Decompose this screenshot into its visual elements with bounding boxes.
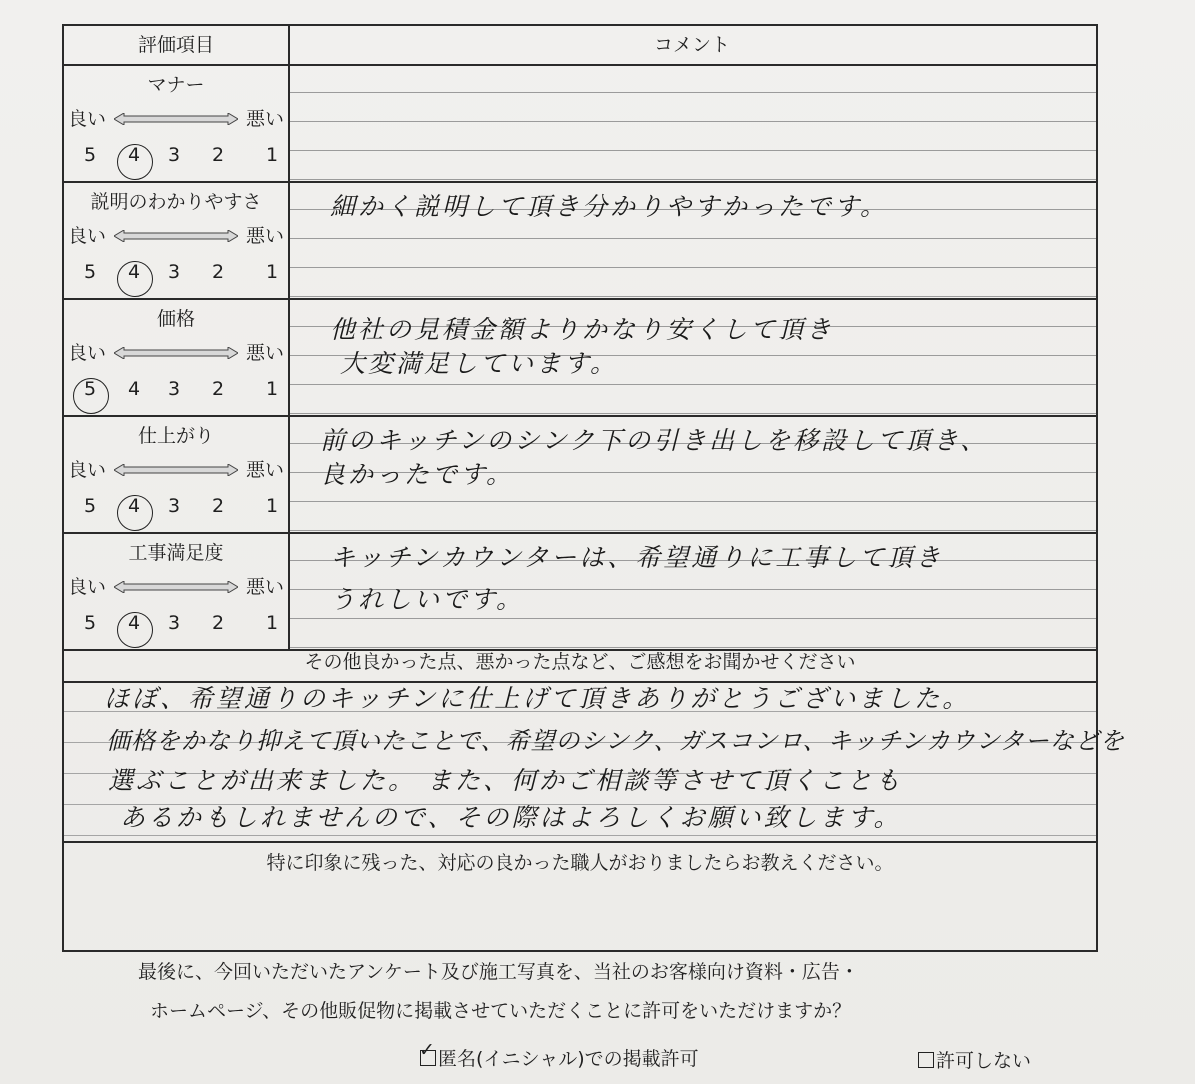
criterion-title: 仕上がり <box>137 425 214 447</box>
evaluation-table <box>62 24 1125 952</box>
rating-cell <box>64 64 290 181</box>
evaluation-row <box>64 64 1096 183</box>
rating-scale-legend <box>68 455 286 483</box>
check-mark-icon: ✓ <box>419 1039 435 1061</box>
evaluation-row <box>64 181 1096 300</box>
rating-option-2[interactable]: 2 <box>212 144 225 166</box>
other-comment-line: 価格をかなり抑えて頂いたことで、希望のシンク、ガスコンロ、キッチンカウンターなどを <box>106 727 1125 755</box>
good-label: 良い <box>68 108 107 130</box>
rating-option-3[interactable]: 3 <box>168 495 181 517</box>
rating-numbers <box>84 378 284 408</box>
rating-numbers <box>84 612 284 642</box>
rating-option-1[interactable]: 1 <box>266 612 279 634</box>
comment-cell <box>290 532 1096 649</box>
rating-option-3[interactable]: 3 <box>168 612 181 634</box>
handwritten-comment: 前のキッチンのシンク下の引き出しを移設して頂き、 <box>320 426 989 455</box>
other-comment-line: 選ぶことが出来ました。 また、何かご相談等させて頂くことも <box>108 766 903 795</box>
double-arrow-icon <box>114 464 238 476</box>
anonymous-permit-option[interactable] <box>419 1039 699 1071</box>
item-column-header: 評価項目 <box>64 26 290 64</box>
rating-scale-legend <box>68 221 286 249</box>
table-header <box>64 26 1096 66</box>
rating-option-2[interactable]: 2 <box>212 261 225 283</box>
footer-question-line2: ホームページ、その他販促物に掲載させていただくことに許可をいただけますか？ <box>150 1000 852 1022</box>
rating-option-5[interactable]: 5 <box>84 261 97 283</box>
rating-option-4[interactable]: 4 <box>128 378 141 400</box>
rating-option-5[interactable]: 5 <box>84 612 97 634</box>
comment-column-header: コメント <box>653 34 730 56</box>
comment-cell <box>290 298 1096 415</box>
handwritten-comment: 大変満足しています。 <box>340 349 619 378</box>
good-label: 良い <box>68 576 107 598</box>
rating-option-2[interactable]: 2 <box>212 495 225 517</box>
rating-option-2[interactable]: 2 <box>212 612 225 634</box>
handwritten-comment: 他社の見積金額よりかなり安くして頂き <box>330 315 835 344</box>
evaluation-row <box>64 415 1096 534</box>
good-label: 良い <box>68 459 107 481</box>
comment-cell <box>290 415 1096 532</box>
rating-option-3[interactable]: 3 <box>168 378 181 400</box>
evaluation-row <box>64 298 1096 417</box>
comment-cell <box>290 64 1096 181</box>
handwritten-comment: 細かく説明して頂き分かりやすかったです。 <box>330 192 889 221</box>
handwritten-comment: 良かったです。 <box>320 460 515 489</box>
bad-label: 悪い <box>245 225 284 247</box>
rating-cell <box>64 181 290 298</box>
rating-option-4[interactable]: 4 <box>128 612 141 634</box>
double-arrow-icon <box>114 581 238 593</box>
double-arrow-icon <box>114 347 238 359</box>
criterion-title: 価格 <box>156 308 195 330</box>
rating-cell <box>64 415 290 532</box>
bad-label: 悪い <box>245 342 284 364</box>
footer-question-line1: 最後に、今回いただいたアンケート及び施工写真を、当社のお客様向け資料・広告・ <box>138 961 859 983</box>
rating-option-4[interactable]: 4 <box>128 495 141 517</box>
rating-option-3[interactable]: 3 <box>168 261 181 283</box>
selected-rating-circle <box>117 495 153 531</box>
selected-rating-circle <box>117 144 153 180</box>
deny-permit-option[interactable] <box>918 1046 1031 1073</box>
double-arrow-icon <box>114 230 238 242</box>
evaluation-row <box>64 532 1096 651</box>
handwritten-comment: キッチンカウンターは、希望通りに工事して頂き <box>330 543 944 572</box>
rating-option-4[interactable]: 4 <box>128 261 141 283</box>
bad-label: 悪い <box>245 108 284 130</box>
comment-cell <box>290 181 1096 298</box>
selected-rating-circle <box>73 378 109 414</box>
bad-label: 悪い <box>245 459 284 481</box>
deny-permit-label: 許可しない <box>936 1050 1032 1072</box>
rating-option-3[interactable]: 3 <box>168 144 181 166</box>
bad-label: 悪い <box>245 576 284 598</box>
handwritten-comment: うれしいです。 <box>330 585 525 614</box>
deny-permit-checkbox[interactable] <box>918 1052 934 1068</box>
selected-rating-circle <box>117 261 153 297</box>
double-arrow-icon <box>114 113 238 125</box>
rating-scale-legend <box>68 572 286 600</box>
good-label: 良い <box>68 342 107 364</box>
rating-option-1[interactable]: 1 <box>266 144 279 166</box>
rating-option-1[interactable]: 1 <box>266 378 279 400</box>
criterion-title: 工事満足度 <box>128 542 224 564</box>
rating-numbers <box>84 144 284 174</box>
good-label: 良い <box>68 225 107 247</box>
rating-numbers <box>84 261 284 291</box>
rating-cell <box>64 298 290 415</box>
rating-scale-legend <box>68 104 286 132</box>
rating-option-5[interactable]: 5 <box>84 495 97 517</box>
other-comments-area <box>64 681 1125 843</box>
anonymous-permit-checkbox[interactable] <box>419 1039 436 1066</box>
rating-numbers <box>84 495 284 525</box>
other-comment-line: あるかもしれませんので、その際はよろしくお願い致します。 <box>120 803 902 832</box>
other-comment-line: ほぼ、希望通りのキッチンに仕上げて頂きありがとうございました。 <box>104 684 971 713</box>
other-comments-heading: その他良かった点、悪かった点など、ご感想をお聞かせください <box>64 643 1096 683</box>
rating-option-5[interactable]: 5 <box>84 378 97 400</box>
rating-option-1[interactable]: 1 <box>266 261 279 283</box>
rating-option-1[interactable]: 1 <box>266 495 279 517</box>
rating-option-2[interactable]: 2 <box>212 378 225 400</box>
rating-option-5[interactable]: 5 <box>84 144 97 166</box>
criterion-title: 説明のわかりやすさ <box>90 191 262 213</box>
rating-scale-legend <box>68 338 286 366</box>
rating-option-4[interactable]: 4 <box>128 144 141 166</box>
criterion-title: マナー <box>147 74 205 96</box>
anonymous-permit-label: 匿名(イニシャル)での掲載許可 <box>438 1048 699 1070</box>
rating-cell <box>64 532 290 649</box>
craftsman-heading: 特に印象に残った、対応の良かった職人がおりましたらお教えください。 <box>266 852 894 874</box>
